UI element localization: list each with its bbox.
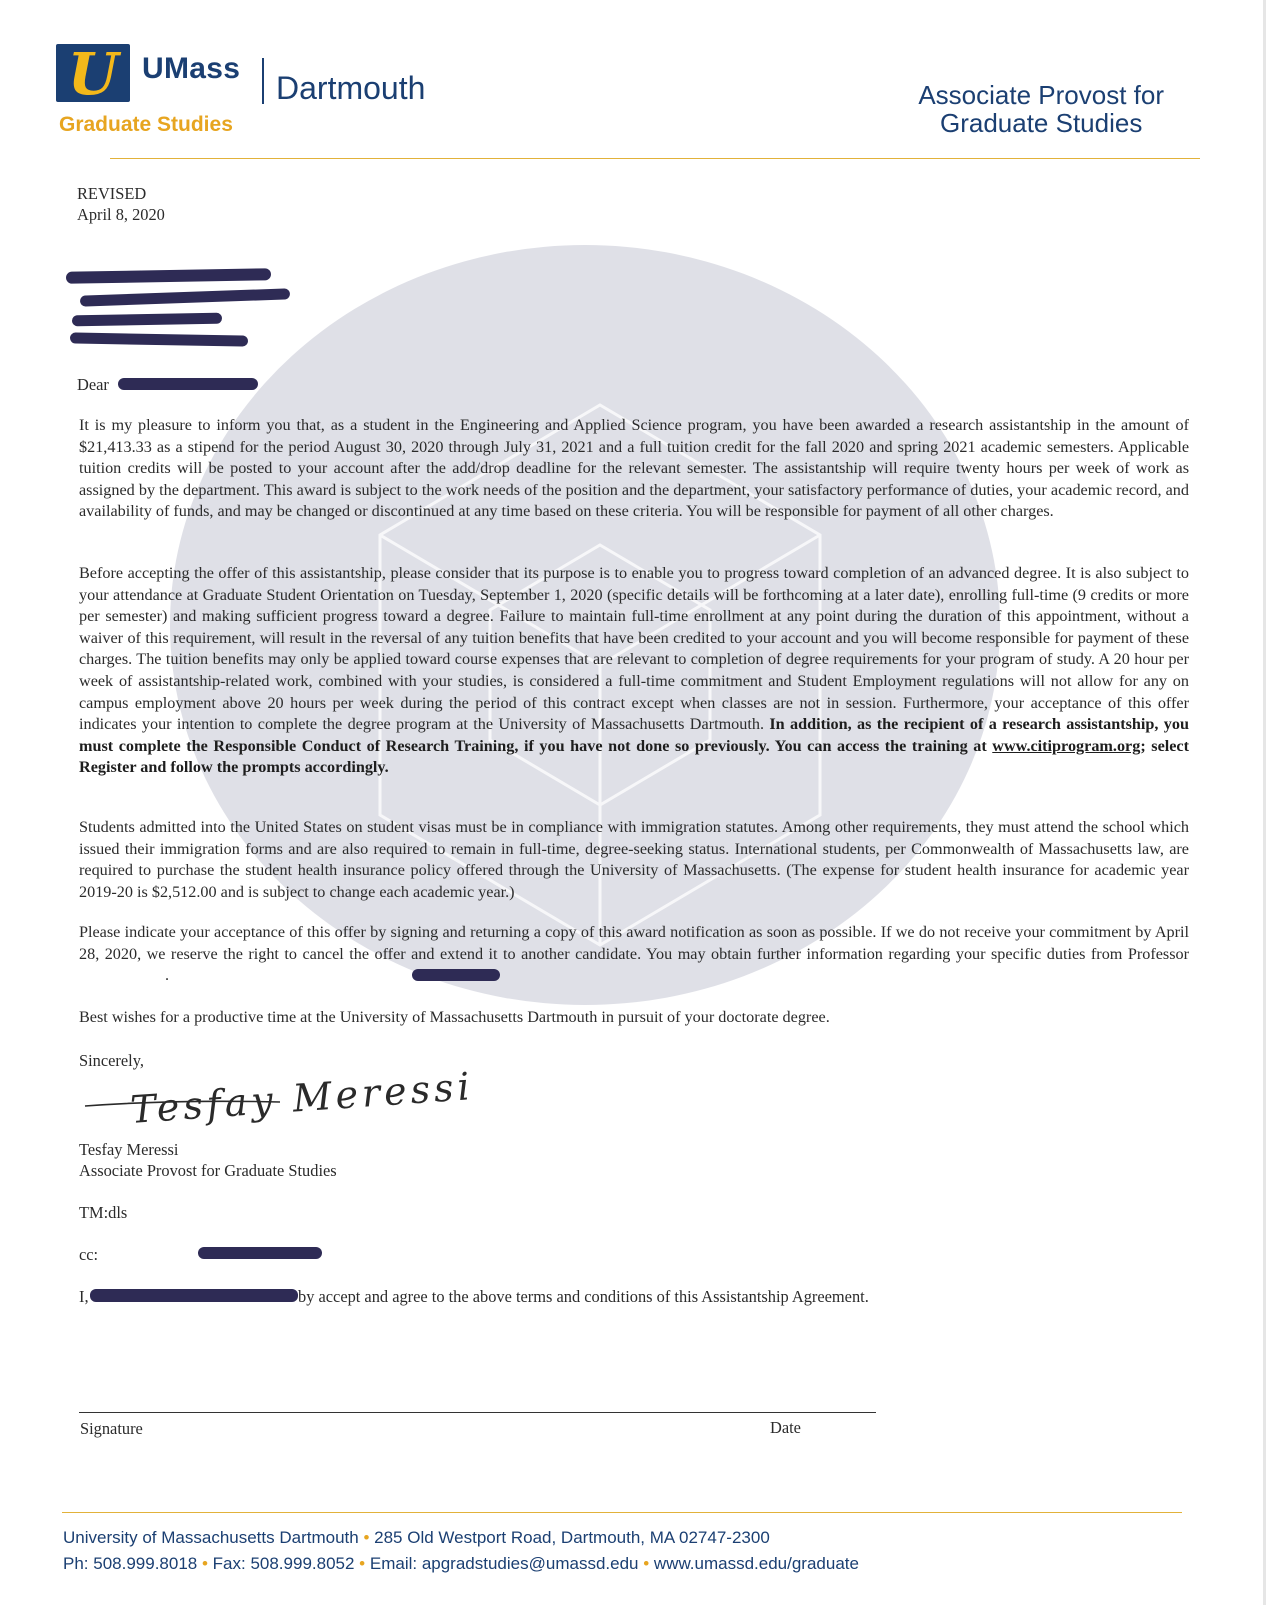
brand-umass: UMass: [142, 52, 241, 85]
footer-separator: •: [363, 1528, 370, 1547]
acceptance-end: .: [165, 966, 170, 985]
citi-program-link[interactable]: www.citiprogram.org: [992, 736, 1141, 755]
redacted-recipient-name: [66, 268, 271, 284]
footer-fax: Fax: 508.999.8052: [212, 1554, 355, 1573]
signature-stroke-icon: [80, 1078, 500, 1148]
redacted-professor-name: [412, 969, 500, 981]
paragraph-acceptance: [79, 922, 1189, 987]
acceptance-text: Please indicate your acceptance of this offer by signing and returning a copy of this award notification as soon as possible. If we do not receive your commitment by April 28, 2020, we reserve the right to cancel the offer and extend it to another candidate. You may obtain further information regarding your specific duties from Professor: [79, 923, 1189, 963]
footer-contact-line: [63, 1554, 859, 1574]
letter-date: April 8, 2020: [77, 205, 165, 224]
signer-name: Tesfay Meressi: [79, 1140, 179, 1159]
header-divider: [110, 158, 1200, 159]
footer-university: University of Massachusetts Dartmouth: [63, 1528, 359, 1547]
salutation: Dear: [77, 375, 109, 394]
redacted-cc-name: [198, 1247, 322, 1259]
footer-divider: [62, 1512, 1182, 1513]
paragraph-conditions: [79, 563, 1189, 779]
paragraph-best-wishes: Best wishes for a productive time at the University of Massachusetts Dartmouth in pursuit of your doctorate degree.: [79, 1008, 830, 1026]
footer-separator: •: [359, 1554, 366, 1573]
office-title-line1: Associate Provost for: [918, 80, 1164, 110]
brand-separator: [262, 58, 264, 104]
redacted-student-name: [90, 1289, 298, 1302]
date-label: Date: [770, 1418, 801, 1437]
redacted-address-line3: [70, 332, 248, 346]
cc-label: cc:: [79, 1245, 99, 1264]
footer-separator: •: [201, 1554, 208, 1573]
footer-email[interactable]: Email: apgradstudies@umassd.edu: [369, 1554, 639, 1573]
redacted-address-line1: [80, 288, 290, 306]
signature-line[interactable]: [79, 1412, 876, 1413]
signature-label: Signature: [80, 1419, 143, 1438]
handwritten-signature: Tesfay Meressi: [128, 1064, 475, 1132]
closing: Sincerely,: [79, 1051, 144, 1070]
umass-logo-icon: [56, 40, 130, 108]
accept-statement: by accept and agree to the above terms and conditions of this Assistantship Agreement.: [298, 1287, 869, 1306]
office-title-line2: Graduate Studies: [939, 108, 1143, 138]
footer-address: 285 Old Westport Road, Dartmouth, MA 02747-2300: [374, 1528, 770, 1547]
logo-monogram: U: [67, 40, 119, 108]
accept-prefix: I,: [79, 1287, 89, 1306]
office-title: [918, 81, 1164, 137]
redacted-address-line2: [72, 313, 222, 327]
revised-label: REVISED: [77, 184, 147, 203]
signer-title: Associate Provost for Graduate Studies: [79, 1161, 337, 1180]
footer-separator: •: [643, 1554, 650, 1573]
brand-campus: Dartmouth: [276, 70, 426, 106]
footer-phone: Ph: 508.999.8018: [63, 1554, 198, 1573]
training-requirement: In addition, as the recipient of a research assistantship, you must complete the Responsible Conduct of Research Training, if you have not done so previously. You can access the training at: [79, 715, 1189, 755]
redacted-salutation-name: [118, 378, 258, 390]
paragraph-immigration: Students admitted into the United States on student visas must be in compliance with immigration statutes. Among other requirements, they must attend the school which issued their immigration forms and are also required to remain in full-time, degree-seeking status. International students, per Commonwealth of Massachusetts law, are required to purchase the student health insurance policy offered through the University of Massachusetts. (The expense for student health insurance for academic year 2019-20 is $2,512.00 and is subject to change each academic year.): [79, 818, 1189, 901]
conditions-text: Before accepting the offer of this assistantship, please consider that its purpose is to enable you to progress toward completion of an advanced degree. It is also subject to your attendance at Graduate Student Orientation on Tuesday, September 1, 2020 (specific details will be forthcoming at a later date), enrolling full-time (9 credits or more per semester) and making sufficient progress toward a degree. Failure to maintain full-time enrollment at any point during the duration of this appointment, without a waiver of this requirement, will result in the reversal of any tuition benefits that have been credited to your account and you will become responsible for payment of these charges. The tuition benefits may only be applied toward course expenses that are relevant to completion of degree requirements for your program of study. A 20 hour per week of assistantship-related work, combined with your studies, is considered a full-time commitment and Student Employment regulations will not allow for any on campus employment above 20 hours per week during the period of this contract except when classes are not in session. Furthermore, your acceptance of this offer indicates your intention to complete the degree program at the University of Massachusetts Dartmouth.: [79, 564, 1189, 734]
footer-address-line: [63, 1528, 770, 1548]
paragraph-award: It is my pleasure to inform you that, as a student in the Engineering and Applied Science program, you have been awarded a research assistantship in the amount of $21,413.33 as a stipend for the period August 30, 2020 through July 31, 2021 and a full tuition credit for the fall 2020 and spring 2021 academic semesters. Applicable tuition credits will be posted to your account after the add/drop deadline for the relevant semester. The assistantship will require twenty hours per week of work as assigned by the department. This award is subject to the work needs of the position and the department, your satisfactory performance of duties, your academic record, and availability of funds, and may be changed or discontinued at any time based on these criteria. You will be responsible for payment of all other charges.: [79, 416, 1189, 521]
training-instructions: ; select Register and follow the prompts accordingly.: [79, 736, 1190, 777]
footer-website[interactable]: www.umassd.edu/graduate: [653, 1554, 859, 1573]
initials: TM:dls: [79, 1203, 128, 1222]
brand-unit: Graduate Studies: [59, 113, 233, 136]
